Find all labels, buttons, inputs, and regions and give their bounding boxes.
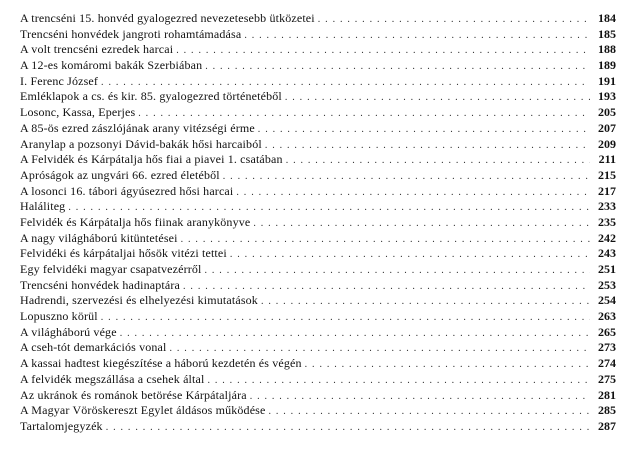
toc-entry xyxy=(20,199,616,215)
toc-entry xyxy=(20,89,616,105)
toc-entry-title: Az ukránok és románok betörése Kárpátaljára xyxy=(20,387,247,402)
toc-entry-title: Aranylap a pozsonyi Dávid-bakák hősi harcaiból xyxy=(20,136,262,151)
toc-entry-page-number: 265 xyxy=(598,324,616,339)
toc-entry-title: A Felvidék és Kárpátalja hős fiai a piavei 1. csatában xyxy=(20,152,283,167)
toc-entry-title: A losonci 16. tábori ágyúsezred hősi harcai xyxy=(20,183,234,198)
toc-entry xyxy=(20,121,616,137)
toc-entry-page-number: 285 xyxy=(598,403,616,418)
toc-entry-title: A nagy világháború kitüntetései xyxy=(20,230,178,245)
dot-leader xyxy=(268,404,590,420)
dot-leader xyxy=(305,357,590,373)
toc-entry-title: A kassai hadtest kiegészítése a háború kezdetén és végén xyxy=(20,356,302,371)
toc-entry-title: Haláliteg xyxy=(20,199,66,214)
dot-leader xyxy=(170,341,591,357)
toc-entry-page-number: 209 xyxy=(598,136,616,151)
toc-entry-title: A cseh-tót demarkációs vonal xyxy=(20,340,167,355)
toc-entry xyxy=(20,168,616,184)
table-of-contents xyxy=(20,11,616,435)
toc-entry-page-number: 188 xyxy=(598,42,616,57)
dot-leader xyxy=(68,200,590,216)
toc-entry-page-number: 217 xyxy=(598,183,616,198)
toc-entry-page-number: 253 xyxy=(598,277,616,292)
toc-entry-page-number: 242 xyxy=(598,230,616,245)
toc-entry xyxy=(20,215,616,231)
dot-leader xyxy=(230,247,590,263)
dot-leader xyxy=(205,59,590,75)
toc-entry xyxy=(20,293,616,309)
toc-entry-title: Lopuszno körül xyxy=(20,309,98,324)
toc-entry-page-number: 205 xyxy=(598,105,616,120)
toc-entry xyxy=(20,105,616,121)
toc-entry-page-number: 243 xyxy=(598,246,616,261)
dot-leader xyxy=(207,373,590,389)
toc-entry-title: Felvidéki és kárpátaljai hősök vitézi tettei xyxy=(20,246,227,261)
toc-entry-title: A 85-ös ezred zászlójának arany vitézségi érme xyxy=(20,120,255,135)
toc-entry xyxy=(20,152,616,168)
toc-entry-page-number: 207 xyxy=(598,120,616,135)
toc-entry xyxy=(20,58,616,74)
toc-entry-title: A trencséni 15. honvéd gyalogezred nevezetesebb ütközetei xyxy=(20,11,315,25)
toc-entry xyxy=(20,184,616,200)
toc-entry-title: A Magyar Vöröskereszt Egylet áldásos működése xyxy=(20,403,266,418)
toc-entry xyxy=(20,372,616,388)
toc-entry xyxy=(20,246,616,262)
dot-leader xyxy=(286,153,590,169)
toc-entry-title: I. Ferenc József xyxy=(20,73,99,88)
toc-entry-title: Trencséni honvédek jangroti rohamtámadása xyxy=(20,26,242,41)
toc-entry-page-number: 274 xyxy=(598,356,616,371)
toc-entry xyxy=(20,356,616,372)
toc-entry xyxy=(20,325,616,341)
toc-entry xyxy=(20,388,616,404)
dot-leader xyxy=(176,43,590,59)
dot-leader xyxy=(253,216,590,232)
toc-entry xyxy=(20,278,616,294)
toc-entry xyxy=(20,137,616,153)
toc-entry-page-number: 275 xyxy=(598,371,616,386)
toc-entry-title: Tartalomjegyzék xyxy=(20,418,103,433)
toc-entry xyxy=(20,262,616,278)
dot-leader xyxy=(205,263,591,279)
toc-entry xyxy=(20,42,616,58)
toc-entry-title: Apróságok az ungvári 66. ezred életéből xyxy=(20,167,220,182)
toc-entry-page-number: 281 xyxy=(598,387,616,402)
dot-leader xyxy=(181,232,590,248)
toc-entry-page-number: 189 xyxy=(598,58,616,73)
toc-entry-page-number: 191 xyxy=(598,73,616,88)
toc-entry xyxy=(20,403,616,419)
toc-entry-title: Emléklapok a cs. és kir. 85. gyalogezred történetéből xyxy=(20,89,282,104)
toc-entry-title: Trencséni honvédek hadinaptára xyxy=(20,277,181,292)
toc-entry-title: A világháború vége xyxy=(20,324,117,339)
dot-leader xyxy=(223,169,590,185)
dot-leader xyxy=(120,326,590,342)
toc-entry xyxy=(20,74,616,90)
dot-leader xyxy=(101,310,590,326)
toc-entry-title: Felvidék és Kárpátalja hős fiinak aranykönyve xyxy=(20,214,251,229)
toc-entry-title: A 12-es komáromi bakák Szerbiában xyxy=(20,58,203,73)
toc-entry-page-number: 287 xyxy=(598,418,616,433)
dot-leader xyxy=(285,90,590,106)
toc-entry xyxy=(20,309,616,325)
toc-entry-page-number: 273 xyxy=(598,340,616,355)
toc-entry-page-number: 235 xyxy=(598,214,616,229)
toc-entry-title: Losonc, Kassa, Eperjes xyxy=(20,105,136,120)
toc-entry xyxy=(20,419,616,435)
toc-entry-title: Hadrendi, szervezési és elhelyezési kimutatások xyxy=(20,293,258,308)
dot-leader xyxy=(318,12,590,28)
dot-leader xyxy=(261,294,590,310)
toc-entry-title: A felvidék megszállása a csehek által xyxy=(20,371,205,386)
dot-leader xyxy=(138,106,590,122)
toc-entry-page-number: 263 xyxy=(598,309,616,324)
dot-leader xyxy=(236,185,590,201)
dot-leader xyxy=(265,138,590,154)
toc-entry-page-number: 233 xyxy=(598,199,616,214)
toc-entry-page-number: 211 xyxy=(598,152,616,167)
toc-entry-page-number: 215 xyxy=(598,167,616,182)
dot-leader xyxy=(183,279,590,295)
toc-entry xyxy=(20,231,616,247)
dot-leader xyxy=(250,389,590,405)
dot-leader xyxy=(106,420,590,436)
toc-entry-title: A volt trencséni ezredek harcai xyxy=(20,42,174,57)
toc-entry-page-number: 254 xyxy=(598,293,616,308)
toc-entry xyxy=(20,340,616,356)
toc-entry-title: Egy felvidéki magyar csapatvezérről xyxy=(20,262,202,276)
toc-entry xyxy=(20,27,616,43)
toc-entry-page-number: 185 xyxy=(598,26,616,41)
toc-entry xyxy=(20,11,616,27)
toc-entry-page-number: 184 xyxy=(598,11,616,25)
dot-leader xyxy=(101,75,590,91)
dot-leader xyxy=(258,122,590,138)
toc-entry-page-number: 193 xyxy=(598,89,616,104)
toc-entry-page-number: 251 xyxy=(598,262,616,276)
dot-leader xyxy=(244,28,590,44)
